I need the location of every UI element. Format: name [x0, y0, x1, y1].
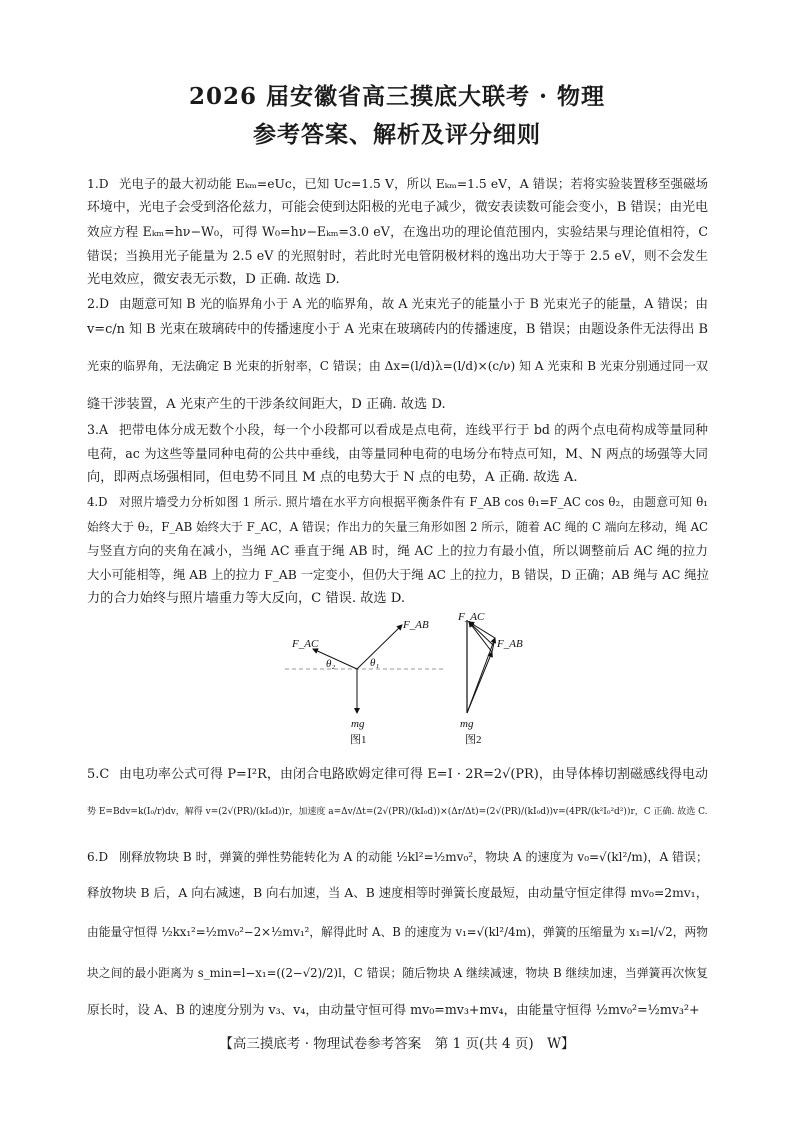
document-title: 2026 届安徽省高三摸底大联考 · 物理 — [188, 83, 606, 110]
explanation-text: 缝干涉装置，A 光束产生的干涉条纹间距大，D 正确. 故选 D. — [87, 397, 446, 412]
number-label: 4. — [87, 495, 99, 509]
answer-1-line — [87, 198, 708, 218]
answer-4-line — [87, 517, 708, 537]
answer-6-line — [87, 847, 708, 867]
label-mg: mg — [351, 718, 365, 730]
explanation-text: 电荷，ac 为这些等量同种电荷的公共中垂线，由等量同种电荷的电场分布特点可知，M、N 两点的场强等大同 — [87, 446, 708, 461]
number-label: 1. — [87, 177, 99, 191]
answer-choice: D — [98, 495, 108, 509]
answer-5-line — [87, 765, 708, 785]
answer-choice: A — [99, 422, 109, 437]
explanation-text: 由电功率公式可得 P=I²R，由闭合电路欧姆定律可得 E=I · 2R=2√(PR)，由导体棒切割磁感线得电动 — [119, 767, 708, 782]
explanation-text: 块之间的最小距离为 s_min=l−x₁=((2−√2)/2)l，C 错误；随后物块 A 继续减速，物块 B 继续加速，当弹簧再次恢复 — [87, 966, 708, 980]
explanation-text: 与竖直方向的夹角在减小，当绳 AC 垂直于绳 AB 时，绳 AC 上的拉力有最小值，所以调整前后 AC 绳的拉力 — [87, 543, 708, 558]
number-label: 2. — [87, 296, 100, 311]
label-fac-2: F_AC — [458, 611, 485, 623]
answer-choice: D — [98, 177, 109, 191]
figure-2 — [457, 611, 523, 746]
explanation-text: 效应方程 Eₖₘ=hν−W₀，可得 W₀=hν−Eₖₘ=3.0 eV，在逸出功的理论值范围内，实验结果与理论值相符，C — [87, 224, 708, 239]
figure-1-caption: 图1 — [350, 734, 367, 746]
number-label: 6. — [87, 850, 99, 864]
answer-1-line — [87, 270, 708, 290]
label-fab-2: F_AB — [497, 638, 523, 650]
answer-choice: D — [99, 296, 110, 311]
label-theta2: θ₂ — [326, 658, 336, 670]
explanation-text: 释放物块 B 后，A 向右减速，B 向右加速，当 A、B 速度相等时弹簧长度最短，由动量守恒定律得 mv₀=2mv₁， — [87, 886, 708, 900]
question-number — [87, 294, 109, 314]
explanation-text: 对照片墙受力分析如图 1 所示. 照片墙在水平方向根据平衡条件有 F_AB cos θ₁=F_AC cos θ₂，由题意可知 θ₁ — [119, 495, 708, 509]
label-fac: F_AC — [292, 638, 319, 650]
force-fab-arrow — [357, 625, 402, 669]
answer-4-line — [87, 565, 708, 585]
question-number — [87, 492, 108, 512]
answer-2-line — [87, 320, 708, 340]
explanation-text: 光束的临界角，无法确定 B 光束的折射率，C 错误；由 Δx=(l/d)λ=(l/d)×(c/ν) 知 A 光束和 B 光束分别通过同一双 — [87, 359, 708, 373]
answer-1-line — [87, 174, 708, 194]
question-number — [87, 174, 109, 194]
label-theta1: θ₁ — [370, 657, 380, 669]
answer-choice: D — [98, 850, 109, 864]
answer-6-line — [87, 883, 708, 903]
number-label: 5. — [87, 767, 100, 782]
explanation-text: v=c/n 知 B 光束在玻璃砖中的传播速度小于 A 光束在玻璃砖内的传播速度，B 错误；由题设条件无法得出 B — [87, 322, 708, 337]
answer-4-line — [87, 589, 708, 609]
number-label: 3. — [87, 422, 100, 437]
explanation-text: 原长时，设 A、B 的速度分别为 v₃、v₄，由动量守恒可得 mv₀=mv₃+mv₄，由能量守恒得 ½mv₀²=½mv₃²+ — [87, 1002, 700, 1017]
explanation-text: 光电效应，微安表无示数，D 正确. 故选 D. — [87, 272, 340, 287]
question-number — [87, 765, 109, 785]
answer-3-line — [87, 420, 708, 440]
answer-1-line — [87, 222, 708, 242]
explanation-text: 光电子的最大初动能 Eₖₘ=eUc，已知 Uc=1.5 V，所以 Eₖₘ=1.5 eV，A 错误；若将实验装置移至强磁场 — [119, 177, 708, 191]
answer-6-line — [87, 922, 708, 942]
question-number — [87, 847, 108, 867]
explanation-text: 大小可能相等，绳 AB 上的拉力 F_AB 一定变小，但仍大于绳 AC 上的拉力，B 错误，D 正确；AB 绳与 AC 绳拉 — [87, 568, 709, 582]
answer-3-line — [87, 444, 708, 464]
answer-2-line — [87, 395, 708, 415]
page-footer: 【高三摸底考 · 物理试卷参考答案 第 1 页(共 4 页) W】 — [219, 1036, 575, 1052]
explanation-text: 由能量守恒得 ½kx₁²=½mv₀²−2×½mv₁²，解得此时 A、B 的速度为 v₁=√(kl²/4m)，弹簧的压缩量为 x₁=l/√2，两物 — [87, 925, 708, 939]
answer-choice: C — [99, 767, 110, 782]
figure-1 — [285, 619, 445, 746]
answer-1-line — [87, 246, 708, 266]
explanation-text: 环境中，光电子会受到洛伦兹力，可能会使到达阳极的光电子减少，微安表读数可能会变小，B 错误；由光电 — [87, 200, 708, 215]
explanation-text: 力的合力始终与照片墙重力等大反向，C 错误. 故选 D. — [87, 591, 406, 606]
label-fab: F_AB — [403, 619, 429, 631]
document-subtitle: 参考答案、解析及评分细则 — [253, 121, 541, 148]
answer-6-line — [87, 1000, 708, 1020]
explanation-text: 错误；当换用光子能量为 2.5 eV 的光照射时，若此时光电管阴极材料的逸出功大于等于 2.5 eV，则不会发生 — [87, 248, 708, 263]
answer-2-line — [87, 356, 708, 376]
explanation-text: 始终大于 θ₂，F_AB 始终大于 F_AC，A 错误；作出力的矢量三角形如图 2 所示，随着 AC 绳的 C 端向左移动，绳 AC — [87, 520, 708, 534]
explanation-text: 向，即两点场强相同，但电势不同且 M 点的电势大于 N 点的电势，A 正确. 故选 A. — [87, 470, 578, 485]
explanation-text: 势 E=Bdv=k(I₀/r)dv，解得 v=(2√(PR)/(kI₀d))r，加速度 a=Δv/Δt=(2√(PR)/(kI₀d))×(Δr/Δt)=(2√(PR)/(kI₀d))v=(4PR/(k²I₀²d²))r，C 正确. 故选 C. — [87, 807, 708, 817]
explanation-text: 刚释放物块 B 时，弹簧的弹性势能转化为 A 的动能 ½kl²=½mv₀²，物块 A 的速度为 v₀=√(kl²/m)，A 错误； — [119, 850, 708, 864]
figure-2-caption: 图2 — [465, 734, 482, 746]
answer-4-line — [87, 492, 708, 512]
answer-4-line — [87, 541, 708, 561]
answer-2-line — [87, 294, 708, 314]
answer-3-line — [87, 468, 708, 488]
force-diagrams — [280, 610, 540, 750]
label-mg-2: mg — [460, 718, 474, 730]
answer-6-line — [87, 963, 708, 983]
question-number — [87, 420, 108, 440]
answer-5-line — [87, 802, 708, 822]
explanation-text: 把带电体分成无数个小段，每一个小段都可以看成是点电荷，连线平行于 bd 的两个点电荷构成等量同种 — [119, 422, 708, 437]
explanation-text: 由题意可知 B 光的临界角小于 A 光的临界角，故 A 光束光子的能量小于 B 光束光子的能量，A 错误；由 — [119, 296, 708, 311]
